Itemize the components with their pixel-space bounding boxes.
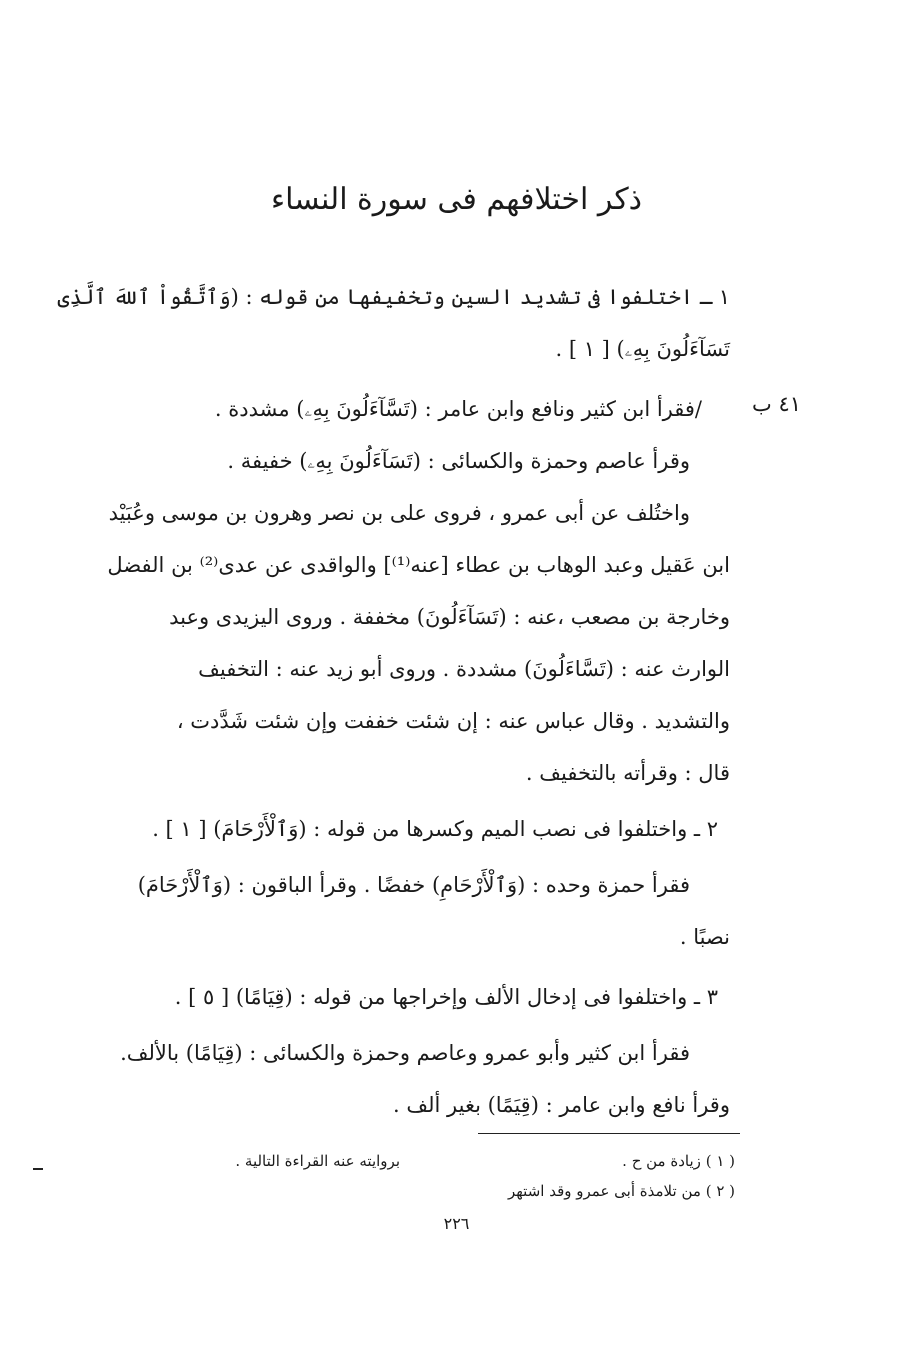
text-line-15: فقرأ ابن كثير وأبو عمرو وعاصم وحمزة والكسائى : (قِيَامًا) بالألف. bbox=[120, 1041, 690, 1065]
text-line-8: الوارث عنه : (تَسَّاءَلُونَ) مشددة . وروى أبو زيد عنه : التخفيف bbox=[198, 657, 730, 681]
page-number: ٢٢٦ bbox=[443, 1214, 470, 1233]
text-line-2: تَسَآءَلُونَ بِهِۦ) [ ١ ] . bbox=[555, 337, 730, 361]
text-line-1: ١ ـ اختلفوا فى تشديد السين وتخفيفها من قوله : (وَٱتَّقُواْ ٱللهَ ٱلَّذِى bbox=[57, 285, 730, 309]
footnote-2-continuation: بروايته عنه القراءة التالية . bbox=[235, 1152, 400, 1170]
text-line-16: وقرأ نافع وابن عامر : (قِيَمًا) بغير ألف . bbox=[393, 1093, 730, 1117]
margin-dash bbox=[33, 1168, 43, 1170]
text-line-9: والتشديد . وقال عباس عنه : إن شئت خففت وإن شئت شَدَّدت ، bbox=[176, 709, 730, 733]
footnote-number: ( ٢ ) bbox=[705, 1182, 735, 1200]
footnote-separator bbox=[478, 1133, 740, 1134]
text-line-12: فقرأ حمزة وحده : (وَٱلْأَرْحَامِ) خفضًا . وقرأ الباقون : (وَٱلْأَرْحَامَ) bbox=[137, 873, 690, 897]
footnote-text: زيادة من ح . bbox=[622, 1152, 701, 1170]
text-line-6: ابن عَقيل وعبد الوهاب بن عطاء [عنه⁽¹⁾] والواقدى عن عدى⁽²⁾ بن الفضل bbox=[107, 553, 730, 577]
footnote-number: ( ١ ) bbox=[705, 1152, 735, 1170]
text-line-11: ٢ ـ واختلفوا فى نصب الميم وكسرها من قوله : (وَٱلْأَرْحَامَ) [ ١ ] . bbox=[152, 817, 718, 841]
margin-folio-note: ٤١ ب bbox=[752, 392, 802, 416]
text-line-4: وقرأ عاصم وحمزة والكسائى : (تَسَآءَلُونَ بِهِۦ) خفيفة . bbox=[227, 449, 690, 473]
text-line-10: قال : وقرأته بالتخفيف . bbox=[525, 761, 730, 785]
text-line-7: وخارجة بن مصعب ،عنه : (تَسَآءَلُونَ) مخففة . وروى اليزيدى وعبد bbox=[169, 605, 730, 629]
footnote-text: من تلامذة أبى عمرو وقد اشتهر bbox=[507, 1182, 701, 1200]
chapter-title: ذكر اختلافهم فى سورة النساء bbox=[270, 182, 643, 217]
text-line-5: واختُلف عن أبى عمرو ، فروى على بن نصر وهرون بن موسى وعُبَيْد bbox=[108, 501, 690, 525]
footnote-1 bbox=[622, 1150, 735, 1172]
text-line-13: نصبًا . bbox=[679, 925, 730, 949]
text-line-14: ٣ ـ واختلفوا فى إدخال الألف وإخراجها من قوله : (قِيَامًا) [ ٥ ] . bbox=[174, 985, 718, 1009]
text-line-3: /فقرأ ابن كثير ونافع وابن عامر : (تَسَّآءَلُونَ بِهِۦ) مشددة . bbox=[214, 397, 702, 421]
footnote-2 bbox=[508, 1180, 735, 1202]
